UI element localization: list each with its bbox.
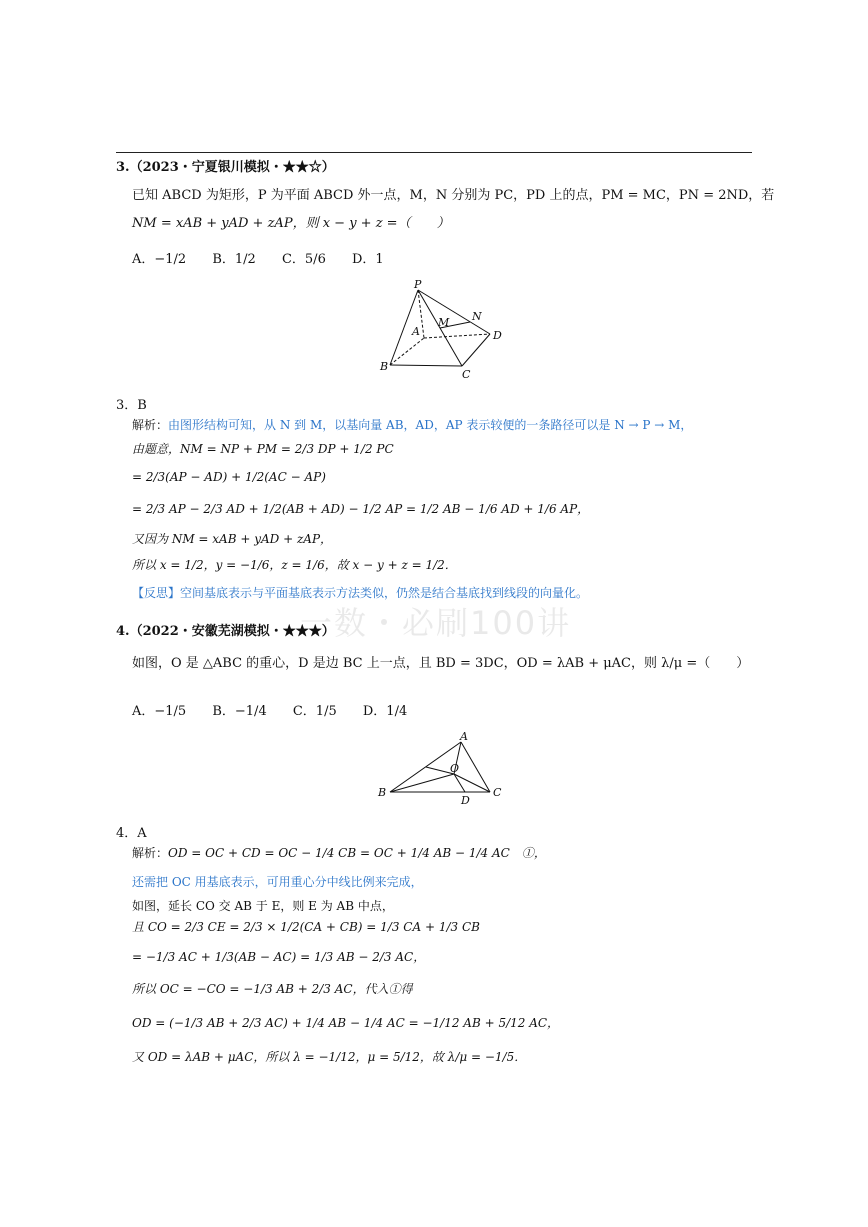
q3-option-d: D．1 [351, 252, 384, 267]
fig4-label-a: A [460, 730, 468, 743]
fig4-label-b: B [378, 786, 387, 799]
q4-option-c: C．1/5 [292, 704, 337, 719]
q4-option-b: B．−1/4 [212, 704, 267, 719]
a4-answer: 4．A [116, 826, 147, 841]
a4-line-5: OD = (−1/3 AB + 2/3 AC) + 1/4 AB − 1/4 AC = −1/12 AB + 5/12 AC， [132, 1016, 560, 1030]
q3-pyramid-figure [376, 280, 516, 380]
a3-line-1: 由题意，NM = NP + PM = 2/3 DP + 1/2 PC [132, 442, 394, 456]
fig3-label-p: P [414, 278, 422, 291]
top-rule [116, 152, 752, 153]
q3-option-c: C．5/6 [281, 252, 326, 267]
a4-line-2: 且 CO = 2/3 CE = 2/3 × 1/2(CA + CB) = 1/3 CA + 1/3 CB [132, 920, 480, 934]
q4-header: 4.（2022・安徽芜湖模拟・★★★） [116, 624, 335, 639]
a4-line-4: 所以 OC = −CO = −1/3 AB + 2/3 AC，代入①得 [132, 982, 413, 996]
a3-reflection: 【反思】空间基底表示与平面基底表示方法类似，仍然是结合基底找到线段的向量化。 [132, 586, 589, 600]
q3-option-b: B．1/2 [212, 252, 256, 267]
q4-stem: 如图，O 是 △ABC 的重心，D 是边 BC 上一点，且 BD = 3DC，OD = λAB + μAC，则 λ/μ =（ ） [132, 656, 750, 671]
fig3-label-b: B [380, 360, 389, 373]
a4-analysis-hint: 还需把 OC 用基底表示，可用重心分中线比例来完成， [132, 875, 423, 889]
a4-analysis-label: 解析： [132, 846, 169, 860]
fig4-label-o: O [450, 762, 460, 775]
a3-answer: 3．B [116, 398, 147, 413]
q4-option-d: D．1/4 [362, 704, 408, 719]
a3-analysis-hint: 由图形结构可知，从 N 到 M，以基向量 AB，AD，AP 表示较便的一条路径可以是 N → P → M， [168, 418, 693, 432]
fig3-label-m: M [438, 316, 450, 329]
q3-stem-line1: 已知 ABCD 为矩形，P 为平面 ABCD 外一点，M，N 分别为 PC，PD 上的点，PM = MC，PN = 2ND，若 [132, 188, 775, 203]
fig4-label-d: D [461, 794, 470, 807]
fig3-label-c: C [462, 368, 471, 381]
q3-header: 3.（2023・宁夏银川模拟・★★☆） [116, 160, 335, 175]
a3-analysis-label: 解析： [132, 418, 169, 432]
fig3-label-a: A [412, 325, 420, 338]
a4-first-line: OD = OC + CD = OC − 1/4 CB = OC + 1/4 AB − 1/4 AC ①， [168, 846, 546, 860]
a3-line-2: = 2/3(AP − AD) + 1/2(AC − AP) [132, 470, 326, 484]
q4-triangle-figure [376, 730, 516, 807]
a3-line-4: 又因为 NM = xAB + yAD + zAP， [132, 532, 333, 546]
a4-line-6: 又 OD = λAB + μAC，所以 λ = −1/12，μ = 5/12，故 λ/μ = −1/5． [132, 1050, 527, 1064]
q4-options [132, 700, 429, 719]
q3-stem-line2: NM = xAB + yAD + zAP，则 x − y + z =（ ） [132, 216, 450, 231]
fig3-label-d: D [493, 329, 502, 342]
a3-line-5: 所以 x = 1/2，y = −1/6，z = 1/6，故 x − y + z = 1/2． [132, 558, 457, 572]
q3-options [132, 248, 406, 267]
fig4-label-c: C [493, 786, 502, 799]
a3-line-3: = 2/3 AP − 2/3 AD + 1/2(AB + AD) − 1/2 AP = 1/2 AB − 1/6 AD + 1/6 AP， [132, 502, 590, 516]
watermark: 一数・必刷100讲 [300, 604, 572, 642]
a4-line-3: = −1/3 AC + 1/3(AB − AC) = 1/3 AB − 2/3 AC， [132, 950, 426, 964]
a4-line-1: 如图，延长 CO 交 AB 于 E，则 E 为 AB 中点， [132, 899, 394, 913]
q4-option-a: A．−1/5 [132, 704, 187, 719]
fig3-label-n: N [472, 310, 482, 323]
q3-option-a: A．−1/2 [132, 252, 187, 267]
